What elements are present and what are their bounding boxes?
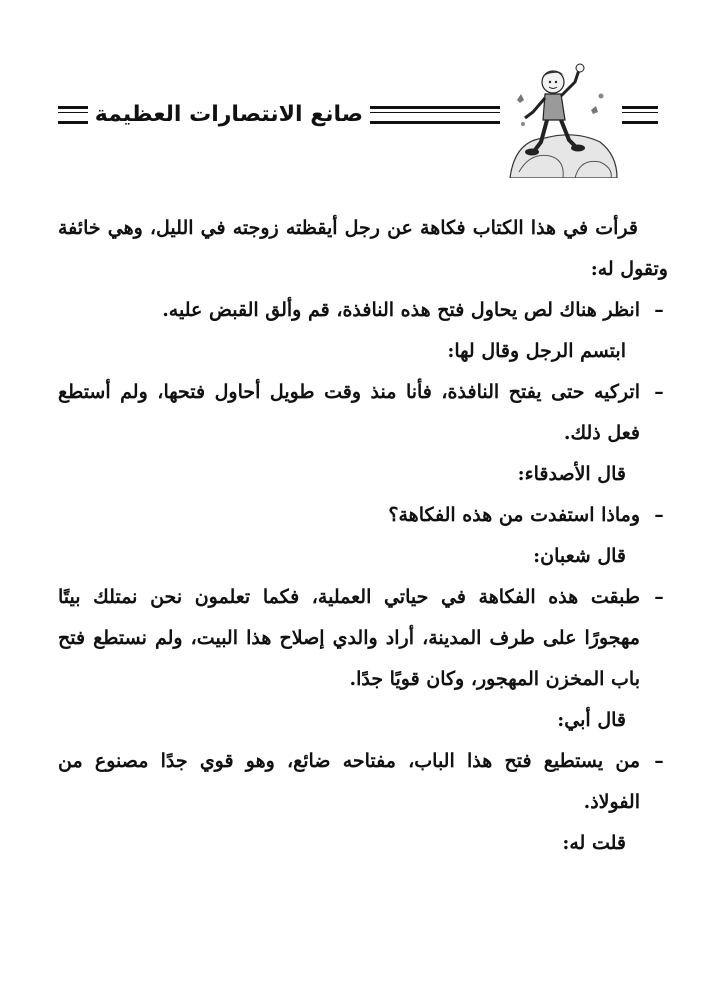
header-rule-left [58, 106, 88, 124]
speaker-line: قال الأصدقاء: [517, 463, 626, 485]
page-content [58, 208, 668, 864]
dialog-dash: – [654, 504, 664, 526]
dialog-dash: – [654, 299, 664, 321]
page-header [0, 60, 720, 190]
dialog-text: طبقت هذه الفكاهة في حياتي العملية، فكما تعلمون نحن نمتلك بيتًا مهجورًا على طرف المدينة، أراد والدي إصلاح هذا البيت، ولم نستطع فتح باب المخزن المهجور، وكان قويًا جدًا. [58, 586, 640, 690]
header-rule-middle [370, 106, 500, 124]
dialog-line [58, 372, 668, 454]
dialog-text: اتركيه حتى يفتح النافذة، فأنا منذ وقت طويل أحاول فتحها، ولم أستطع فعل ذلك. [58, 381, 640, 444]
dialog-dash: – [654, 750, 664, 772]
speaker-line: قلت له: [562, 832, 626, 854]
dialog-text: وماذا استفدت من هذه الفكاهة؟ [388, 504, 640, 526]
header-rule-right [622, 106, 658, 124]
opening-paragraph: قرأت في هذا الكتاب فكاهة عن رجل أيقظته زوجته في الليل، وهي خائفة وتقول له: [58, 217, 668, 280]
dialog-line [58, 741, 668, 823]
dialog-line [58, 495, 668, 536]
dialog-text: من يستطيع فتح هذا الباب، مفتاحه ضائع، وهو قوي جدًا مصنوع من الفولاذ. [58, 750, 641, 813]
dialog-text: انظر هناك لص يحاول فتح هذه النافذة، قم وألق القبض عليه. [162, 299, 640, 321]
dialog-dash: – [654, 381, 664, 403]
dialog-dash: – [654, 586, 664, 608]
speaker-line: قال أبي: [557, 709, 626, 731]
speaker-line: قال شعبان: [533, 545, 626, 567]
speaker-line: ابتسم الرجل وقال لها: [447, 340, 626, 362]
cartoon-boy-illustration [505, 60, 620, 178]
dialog-line [58, 577, 668, 700]
dialog-line [58, 290, 668, 331]
header-title: صانع الانتصارات العظيمة [94, 102, 363, 127]
